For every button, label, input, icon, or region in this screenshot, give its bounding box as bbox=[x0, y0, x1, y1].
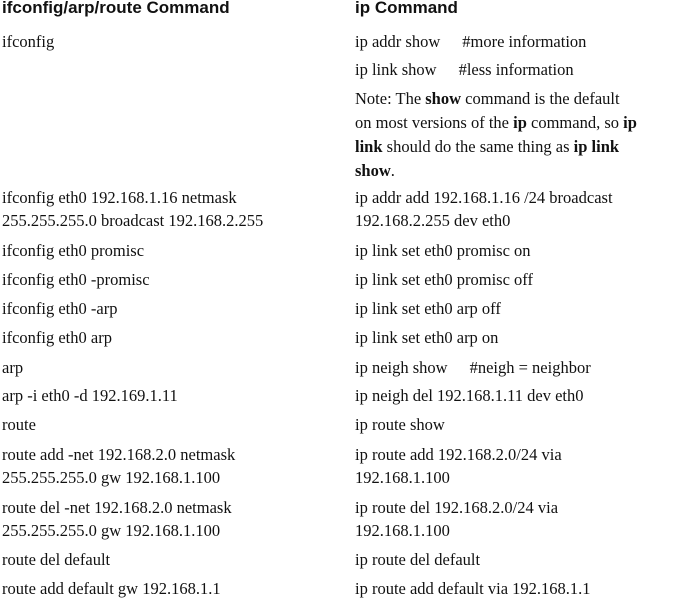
note-bold-text: ip bbox=[513, 113, 527, 132]
header-ip-command: ip Command bbox=[355, 0, 458, 17]
legacy-command-cell: 255.255.255.0 broadcast 192.168.2.255 bbox=[2, 211, 264, 230]
note-line bbox=[355, 111, 637, 135]
ip-command-cell: ip link set eth0 promisc off bbox=[355, 270, 533, 289]
note-bold-text: show bbox=[355, 161, 391, 180]
command-comment: #less information bbox=[458, 60, 574, 79]
ip-command-cell: ip route show bbox=[355, 415, 445, 434]
legacy-command-cell: ifconfig eth0 arp bbox=[2, 328, 112, 347]
ip-command-cell: ip neigh del 192.168.1.11 dev eth0 bbox=[355, 386, 584, 405]
ip-command-text: ip neigh show bbox=[355, 358, 448, 377]
ip-command-cell: ip route del 192.168.2.0/24 via bbox=[355, 498, 559, 517]
note-text: command is the default bbox=[461, 89, 620, 108]
legacy-command-cell: route del -net 192.168.2.0 netmask bbox=[2, 498, 232, 517]
ip-command-text: ip link show bbox=[355, 60, 437, 79]
ip-command-cell: ip link set eth0 promisc on bbox=[355, 241, 531, 260]
command-comment: #more information bbox=[462, 32, 587, 51]
legacy-command-cell: ifconfig eth0 -arp bbox=[2, 299, 118, 318]
legacy-command-cell: arp -i eth0 -d 192.169.1.11 bbox=[2, 386, 178, 405]
ip-command-cell: 192.168.2.255 dev eth0 bbox=[355, 211, 511, 230]
ip-command-cell: ip route del default bbox=[355, 550, 481, 569]
legacy-command-cell: route bbox=[2, 415, 36, 434]
header-legacy-commands: ifconfig/arp/route Command bbox=[2, 0, 230, 17]
legacy-command-cell: 255.255.255.0 gw 192.168.1.100 bbox=[2, 521, 221, 540]
ip-command-text: ip addr show bbox=[355, 32, 441, 51]
command-comment: #neigh = neighbor bbox=[469, 358, 591, 377]
note-line bbox=[355, 135, 619, 159]
legacy-command-cell: route del default bbox=[2, 550, 111, 569]
note-text: should do the same thing as bbox=[382, 137, 574, 156]
legacy-command-cell: ifconfig eth0 -promisc bbox=[2, 270, 150, 289]
ip-command-cell: ip link set eth0 arp off bbox=[355, 299, 501, 318]
ip-command-cell: ip route add 192.168.2.0/24 via bbox=[355, 445, 562, 464]
ip-command-cell bbox=[355, 356, 591, 380]
note-bold-text: link bbox=[355, 137, 383, 156]
note-text: on most versions of the bbox=[355, 113, 514, 132]
ip-command-cell: 192.168.1.100 bbox=[355, 468, 450, 487]
legacy-command-cell: arp bbox=[2, 358, 24, 377]
legacy-command-cell: 255.255.255.0 gw 192.168.1.100 bbox=[2, 468, 221, 487]
note-text: Note: The bbox=[355, 89, 426, 108]
ip-command-cell bbox=[355, 30, 586, 54]
legacy-command-cell: ifconfig eth0 promisc bbox=[2, 241, 145, 260]
note-bold-text: show bbox=[425, 89, 462, 108]
ip-command-cell: ip link set eth0 arp on bbox=[355, 328, 499, 347]
note-bold-text: ip bbox=[623, 113, 637, 132]
legacy-command-cell: ifconfig bbox=[2, 32, 55, 51]
note-line bbox=[355, 159, 395, 183]
legacy-command-cell: route add -net 192.168.2.0 netmask bbox=[2, 445, 236, 464]
note-bold-text: ip link bbox=[573, 137, 620, 156]
ip-command-cell bbox=[355, 58, 574, 82]
ip-command-cell: 192.168.1.100 bbox=[355, 521, 450, 540]
note-line bbox=[355, 87, 620, 111]
note-text: . bbox=[390, 161, 395, 180]
legacy-command-cell: route add default gw 192.168.1.1 bbox=[2, 579, 221, 598]
note-text: command, so bbox=[526, 113, 624, 132]
ip-command-cell: ip addr add 192.168.1.16 /24 broadcast bbox=[355, 188, 613, 207]
ip-command-cell: ip route add default via 192.168.1.1 bbox=[355, 579, 591, 598]
legacy-command-cell: ifconfig eth0 192.168.1.16 netmask bbox=[2, 188, 237, 207]
